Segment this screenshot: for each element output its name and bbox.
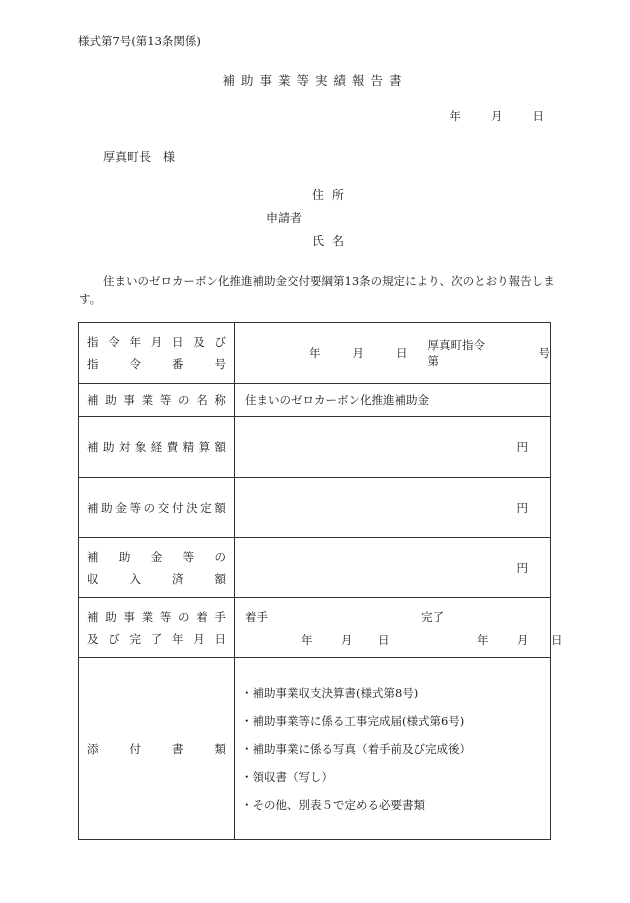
label-received-amount xyxy=(79,538,235,598)
label-char: 添 xyxy=(87,741,99,756)
label-char: 番 xyxy=(172,357,184,371)
label-char: 了 xyxy=(150,631,163,646)
label-char: 対 xyxy=(118,440,131,454)
yen-unit: 円 xyxy=(516,440,528,454)
label-line xyxy=(87,546,226,568)
table-row-settlement-amount xyxy=(79,417,551,478)
label-char: の xyxy=(178,393,190,407)
date-year: 年 xyxy=(449,109,461,123)
start-label: 着手 xyxy=(245,610,268,624)
label-char: 付 xyxy=(171,500,184,515)
label-char: 月 xyxy=(150,335,163,349)
label-char: 日 xyxy=(214,631,226,646)
list-item: ・その他、別表５で定める必要書類 xyxy=(241,797,425,812)
label-char: 入 xyxy=(129,571,141,586)
value-received-amount xyxy=(235,538,551,598)
label-char: 月 xyxy=(193,631,205,646)
label-char: 金 xyxy=(150,549,163,564)
label-char: 等 xyxy=(159,609,172,624)
label-char: 指 xyxy=(87,357,99,371)
table-row-directive xyxy=(79,323,551,384)
date-month: 月 xyxy=(491,109,503,123)
label-char: 日 xyxy=(172,335,184,349)
label-char: 及 xyxy=(193,335,205,349)
label-char: 額 xyxy=(214,500,226,515)
table-row-dates xyxy=(79,598,551,658)
addressee: 厚真町長 様 xyxy=(103,150,176,164)
label-attachments xyxy=(79,658,235,840)
label-char: び xyxy=(108,631,120,646)
end-year: 年 xyxy=(477,633,489,647)
end-label: 完了 xyxy=(421,610,444,624)
value-attachments xyxy=(235,658,551,840)
table-row-project-name xyxy=(79,384,551,417)
label-char: 称 xyxy=(214,393,226,407)
directive-month: 月 xyxy=(352,346,364,360)
label-line xyxy=(87,568,226,590)
directive-prefix: 厚真町指令第 xyxy=(427,338,485,368)
label-char: 年 xyxy=(129,335,141,349)
label-line xyxy=(87,628,226,650)
value-dates xyxy=(235,598,563,658)
start-month: 月 xyxy=(341,633,353,647)
end-month: 月 xyxy=(517,633,529,647)
label-char: 補 xyxy=(87,440,99,454)
label-char: 手 xyxy=(214,609,226,624)
label-char: 助 xyxy=(101,500,113,515)
label-char: 済 xyxy=(172,571,184,586)
form-number: 様式第7号(第13条関係) xyxy=(78,34,201,48)
label-char: の xyxy=(143,500,156,515)
label-line xyxy=(87,436,226,458)
list-item: ・補助事業に係る写真（着手前及び完成後） xyxy=(241,741,471,756)
start-day: 日 xyxy=(378,633,390,647)
label-line xyxy=(87,389,226,411)
value-directive xyxy=(235,323,551,384)
label-char: 令 xyxy=(108,335,120,349)
label-char: 事 xyxy=(123,609,135,624)
directive-number-suffix: 号 xyxy=(538,346,550,360)
label-char: 事 xyxy=(123,393,135,407)
label-char: 号 xyxy=(214,357,226,371)
yen-unit: 円 xyxy=(516,560,528,575)
label-char: 金 xyxy=(115,500,127,515)
label-char: 助 xyxy=(102,440,115,454)
start-year: 年 xyxy=(301,633,313,647)
label-char: 名 xyxy=(196,393,208,407)
label-char: 付 xyxy=(129,741,141,756)
list-item: ・領収書（写し） xyxy=(241,769,333,784)
label-project-name xyxy=(79,384,235,417)
label-char: 業 xyxy=(141,609,154,624)
label-char: 経 xyxy=(150,440,163,454)
attachment-list xyxy=(235,679,550,819)
label-char: 等 xyxy=(159,393,172,407)
label-char: 精 xyxy=(182,440,195,454)
project-name: 住まいのゼロカーボン化推進補助金 xyxy=(245,393,429,407)
table-row-decision-amount xyxy=(79,478,551,538)
directive-day: 日 xyxy=(396,346,408,360)
end-day: 日 xyxy=(551,633,563,647)
label-char: 書 xyxy=(172,741,184,756)
value-project-name xyxy=(235,384,551,417)
value-decision-amount xyxy=(235,478,551,538)
address-label: 住所 xyxy=(312,188,353,202)
label-char: 決 xyxy=(186,500,198,515)
date-day: 日 xyxy=(532,109,544,123)
label-char: 補 xyxy=(87,393,99,407)
label-char: 補 xyxy=(87,500,99,515)
label-directive xyxy=(79,323,235,384)
label-char: 類 xyxy=(214,741,226,756)
label-char: 収 xyxy=(87,571,99,586)
label-char: 費 xyxy=(166,440,179,454)
report-table xyxy=(78,322,563,840)
label-char: 等 xyxy=(182,549,195,564)
label-char: 補 xyxy=(87,549,99,564)
directive-year: 年 xyxy=(309,346,321,360)
label-char: の xyxy=(178,609,190,624)
label-char: の xyxy=(214,549,226,564)
label-char: 助 xyxy=(118,549,131,564)
applicant-label: 申請者 xyxy=(266,211,303,225)
document-title: 補助事業等実績報告書 xyxy=(222,73,408,88)
label-line xyxy=(87,353,226,375)
label-char: 額 xyxy=(214,571,226,586)
name-label: 氏名 xyxy=(312,234,353,248)
label-char: 年 xyxy=(172,631,184,646)
label-char: 助 xyxy=(105,393,117,407)
yen-unit: 円 xyxy=(516,500,528,515)
list-item: ・補助事業等に係る工事完成届(様式第6号) xyxy=(241,713,465,728)
label-char: 指 xyxy=(87,335,99,349)
label-char: 算 xyxy=(198,440,211,454)
label-char: 業 xyxy=(141,393,154,407)
label-line xyxy=(87,331,226,353)
label-char: 令 xyxy=(129,357,141,371)
label-char: 額 xyxy=(214,440,226,454)
label-char: 定 xyxy=(200,500,212,515)
label-char: 及 xyxy=(87,631,99,646)
table-row-attachments xyxy=(79,658,551,840)
label-decision-amount xyxy=(79,478,235,538)
label-line xyxy=(87,606,226,628)
label-dates xyxy=(79,598,235,658)
body-text: 住まいのゼロカーボン化推進補助金交付要綱第13条の規定により、次のとおり報告します。 xyxy=(79,274,555,306)
label-char: 着 xyxy=(196,609,208,624)
label-char: び xyxy=(214,335,226,349)
label-char: 助 xyxy=(105,609,117,624)
value-settlement-amount xyxy=(235,417,551,478)
label-line xyxy=(87,497,226,519)
label-line xyxy=(87,738,226,760)
label-settlement-amount xyxy=(79,417,235,478)
label-char: 補 xyxy=(87,609,99,624)
label-char: 完 xyxy=(129,631,141,646)
table-row-received-amount xyxy=(79,538,551,598)
label-char: 等 xyxy=(129,500,141,515)
report-date xyxy=(450,108,545,124)
list-item: ・補助事業収支決算書(様式第8号) xyxy=(241,685,419,700)
label-char: 象 xyxy=(134,440,147,454)
label-char: 交 xyxy=(157,500,170,515)
